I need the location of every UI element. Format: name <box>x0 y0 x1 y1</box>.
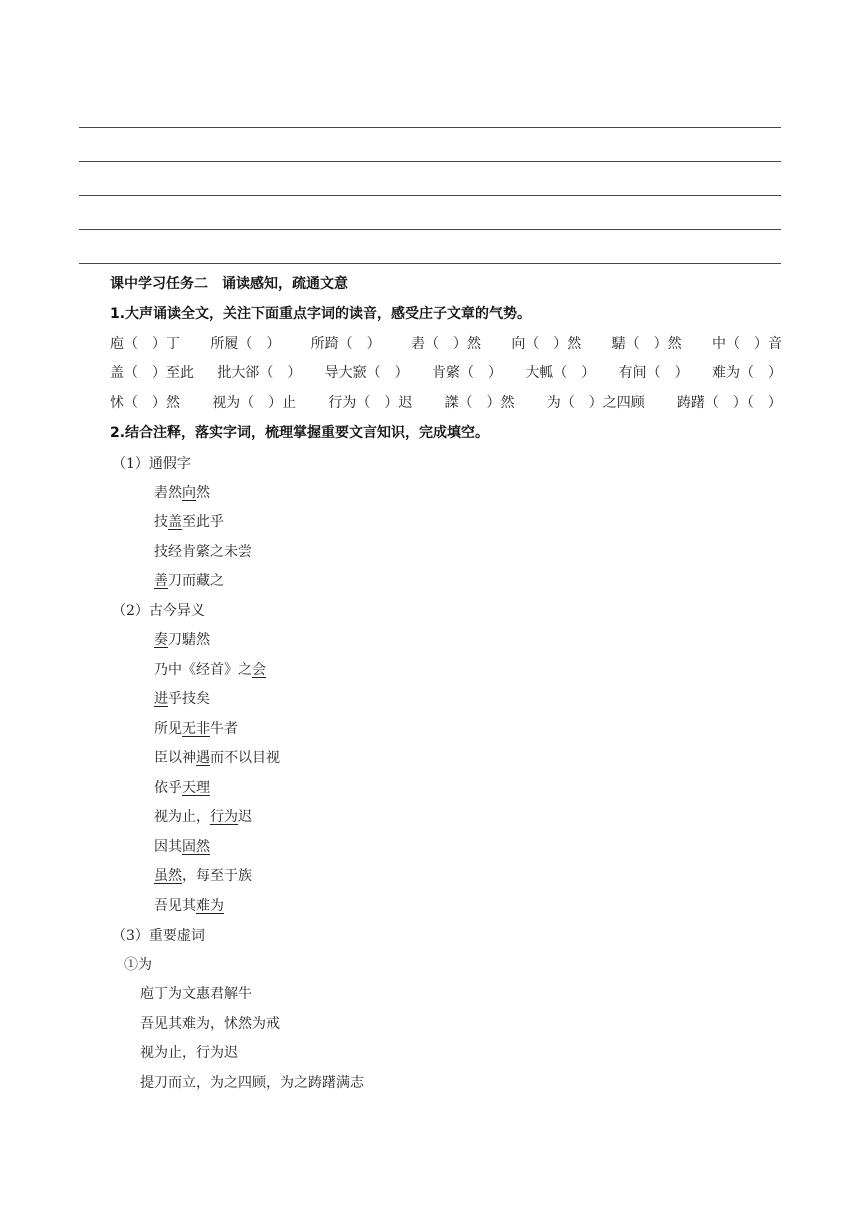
pron-item: 大軱（ ） <box>525 365 596 381</box>
example-sentence: 视为止，行为迟 <box>140 1045 238 1061</box>
pron-item: 謋（ ）然 <box>444 395 515 411</box>
pron-item: 所履（ ） <box>210 336 281 352</box>
answer-line <box>79 229 781 230</box>
pron-item: 行为（ ）迟 <box>328 395 413 411</box>
pron-item: 视为（ ）止 <box>212 395 297 411</box>
answer-line <box>79 263 781 264</box>
example-sentence: 提刀而立，为之四顾，为之踌躇满志 <box>140 1075 364 1091</box>
pron-item: 批大郤（ ） <box>217 365 302 381</box>
pron-item: 所踦（ ） <box>310 336 381 352</box>
example-sentence: 依乎天理 <box>154 780 210 796</box>
example-sentence: 砉然向然 <box>154 485 210 501</box>
pron-item: 騞（ ）然 <box>611 336 682 352</box>
question-1: 1.大声诵读全文，关注下面重点字词的读音，感受庄子文章的气势。 <box>110 306 532 322</box>
example-sentence: 虽然，每至于族 <box>154 868 252 884</box>
example-sentence: 视为止，行为迟 <box>154 809 252 825</box>
pronunciation-row-2 <box>110 364 782 382</box>
pron-item: 导大窾（ ） <box>324 365 409 381</box>
pron-item: 盖（ ）至此 <box>110 365 194 381</box>
function-word-label: ①为 <box>124 957 152 973</box>
example-sentence: 善刀而藏之 <box>154 573 224 589</box>
pronunciation-row-3 <box>110 394 782 412</box>
example-sentence: 技经肯綮之未尝 <box>154 544 252 560</box>
example-sentence: 乃中《经首》之会 <box>154 662 266 678</box>
example-sentence: 因其固然 <box>154 839 210 855</box>
pron-item: 砉（ ）然 <box>410 336 481 352</box>
pron-item: 怵（ ）然 <box>110 395 180 411</box>
pron-item: 踌躇（ ）（ ） <box>676 395 782 411</box>
pron-item: 中（ ）音 <box>711 336 782 352</box>
example-sentence: 技盖至此乎 <box>154 514 224 530</box>
pron-item: 肯綮（ ） <box>431 365 502 381</box>
answer-line <box>79 127 781 128</box>
pron-item: 有间（ ） <box>618 365 689 381</box>
section-title-xuci: （3）重要虚词 <box>112 928 205 944</box>
task2-title: 课中学习任务二 诵读感知，疏通文意 <box>110 276 348 292</box>
pronunciation-row-1 <box>110 335 782 353</box>
example-sentence: 所见无非牛者 <box>154 721 238 737</box>
question-2: 2.结合注释，落实字词，梳理掌握重要文言知识，完成填空。 <box>110 425 490 441</box>
pron-item: 难为（ ） <box>711 365 782 381</box>
pron-item: 向（ ）然 <box>511 336 582 352</box>
pron-item: 为（ ）之四顾 <box>546 395 645 411</box>
section-title-gujinyiyi: （2）古今异义 <box>112 603 205 619</box>
example-sentence: 奏刀騞然 <box>154 632 210 648</box>
example-sentence: 臣以神遇而不以目视 <box>154 750 280 766</box>
example-sentence: 吾见其难为 <box>154 898 224 914</box>
section-title-tongjiazi: （1）通假字 <box>112 456 191 472</box>
example-sentence: 进乎技矣 <box>154 691 210 707</box>
example-sentence: 吾见其难为，怵然为戒 <box>140 1016 280 1032</box>
pron-item: 庖（ ）丁 <box>110 336 180 352</box>
answer-line <box>79 161 781 162</box>
example-sentence: 庖丁为文惠君解牛 <box>140 986 252 1002</box>
answer-line <box>79 195 781 196</box>
